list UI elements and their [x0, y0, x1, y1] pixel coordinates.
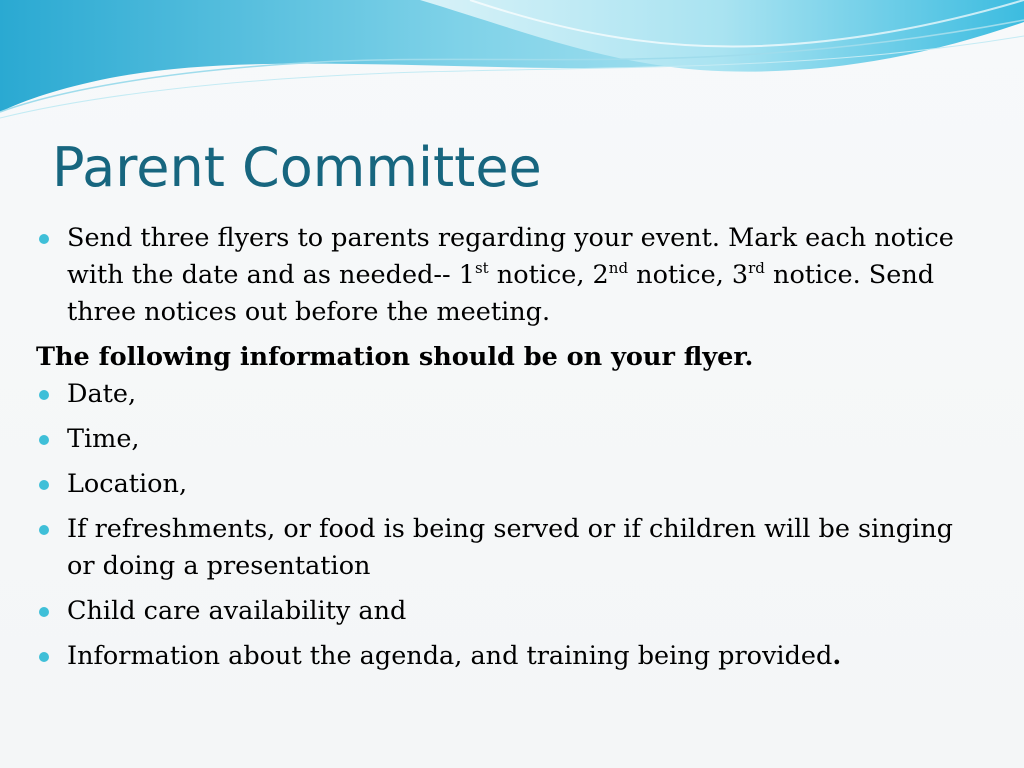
list-item-text: Location,: [67, 469, 188, 499]
round-bullet-icon: [39, 652, 49, 662]
list-item-text: Child care availability and: [67, 596, 407, 626]
slide-body: [36, 220, 986, 683]
list-item-text: Information about the agenda, and training being provided.: [67, 641, 842, 671]
list-item: [36, 638, 986, 675]
round-bullet-icon: [39, 435, 49, 445]
flyer-info-heading: The following information should be on your flyer.: [36, 342, 754, 372]
list-item-text: If refreshments, or food is being served or if children will be singing or doing a presentation: [67, 514, 953, 581]
list-item: [36, 421, 986, 458]
round-bullet-icon: [39, 525, 49, 535]
list-item-text: Date,: [67, 379, 137, 409]
list-item: [36, 593, 986, 630]
slide-title: Parent Committee: [52, 136, 542, 199]
wave-decoration: [0, 0, 1024, 130]
list-item-text: Time,: [67, 424, 140, 454]
round-bullet-icon: [39, 390, 49, 400]
instructions-text: Send three flyers to parents regarding your event. Mark each notice with the date and as needed-- 1st notice, 2nd notice, 3rd notice. Send three notices out before the meeting.: [67, 223, 954, 327]
list-item: [36, 376, 986, 413]
round-bullet-icon: [39, 234, 49, 244]
list-item: [36, 511, 986, 585]
round-bullet-icon: [39, 607, 49, 617]
list-item: [36, 220, 986, 331]
list-item: [36, 466, 986, 503]
round-bullet-icon: [39, 480, 49, 490]
